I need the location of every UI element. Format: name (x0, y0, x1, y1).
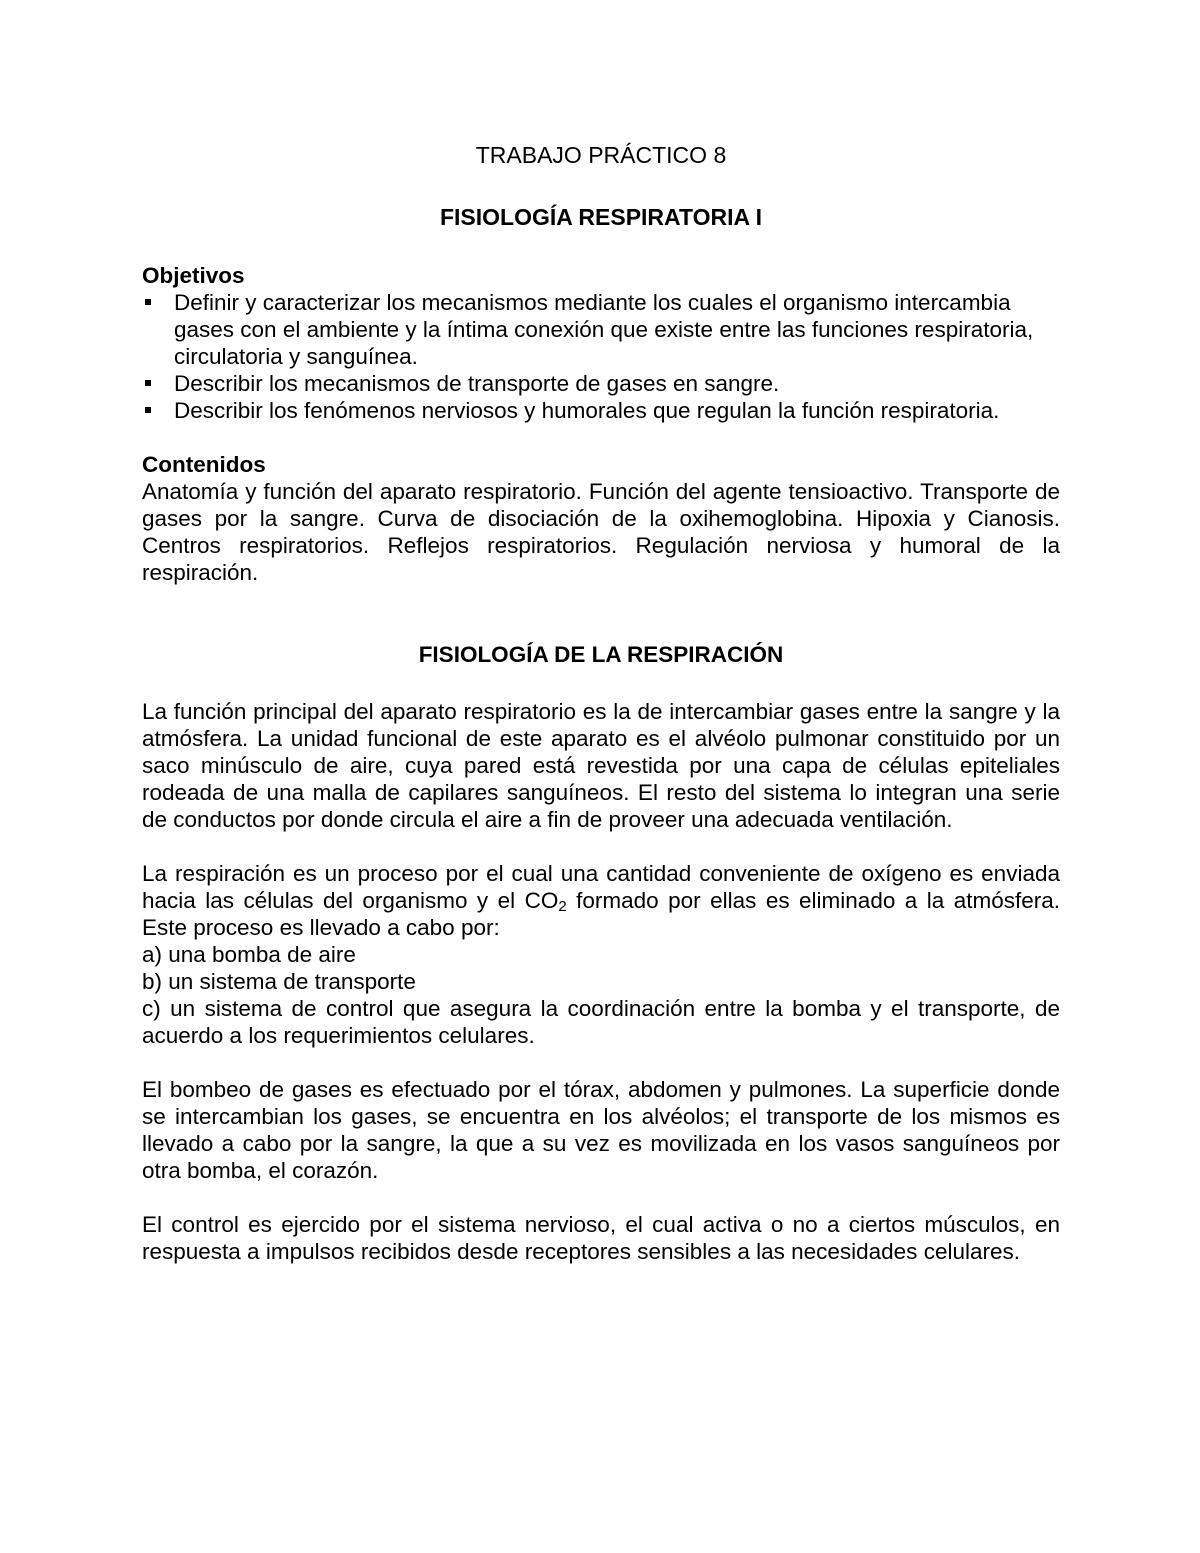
paragraph-funcion-principal: La función principal del aparato respiratorio es la de intercambiar gases entre la sangre y la atmósfera. La unidad funcional de este aparato es el alvéolo pulmonar constituido por un saco minúsculo de aire, cuya pared está revestida por una capa de células epiteliales rodeada de una malla de capilares sanguíneos. El resto del sistema lo integran una serie de conductos por donde circula el aire a fin de proveer una adecuada ventilación. (142, 699, 1060, 832)
section-title: FISIOLOGÍA DE LA RESPIRACIÓN (418, 642, 784, 667)
objetivos-heading: Objetivos (142, 263, 245, 288)
list-item: b) un sistema de transporte (142, 969, 416, 994)
paragraph-respiracion-part2: formado por ellas es eliminado a la atmósfera. Este proceso es llevado a cabo por: (142, 888, 1061, 940)
square-bullet-icon (145, 407, 151, 413)
paragraph-respiracion-part1: La respiración es un proceso por el cual una cantidad conveniente de oxígeno es enviada hacia las células del organismo y el CO (142, 861, 1060, 913)
square-bullet-icon (145, 299, 151, 305)
list-item: a) una bomba de aire (142, 942, 356, 967)
square-bullet-icon (145, 380, 151, 386)
paragraph-bombeo: El bombeo de gases es efectuado por el tórax, abdomen y pulmones. La superficie donde se intercambian los gases, se encuentra en los alvéolos; el transporte de los mismos es llevado a cabo por la sangre, la que a su vez es movilizada en los vasos sanguíneos por otra bomba, el corazón. (142, 1077, 1060, 1183)
paragraph-respiracion (142, 860, 1060, 941)
objetivo-text: Describir los fenómenos nerviosos y humorales que regulan la función respiratoria. (174, 398, 1000, 423)
list-item (142, 397, 1060, 424)
objetivo-text: Definir y caracterizar los mecanismos mediante los cuales el organismo intercambia gases con el ambiente y la íntima conexión que existe entre las funciones respiratoria, circulatoria y sanguínea. (174, 290, 1034, 369)
document-subtitle: FISIOLOGÍA RESPIRATORIA I (439, 204, 763, 230)
list-item (142, 370, 1060, 397)
objetivo-text: Describir los mecanismos de transporte de gases en sangre. (174, 371, 780, 396)
document-title: TRABAJO PRÁCTICO 8 (475, 142, 727, 168)
co2-subscript: 2 (558, 898, 567, 915)
contenidos-heading: Contenidos (142, 452, 266, 477)
contenidos-text: Anatomía y función del aparato respiratorio. Función del agente tensioactivo. Transporte de gases por la sangre. Curva de disociación de la oxihemoglobina. Hipoxia y Cianosis. Centros respiratorios. Reflejos respiratorios. Regulación nerviosa y humoral de la respiración. (142, 479, 1060, 585)
list-item: c) un sistema de control que asegura la coordinación entre la bomba y el transporte, de acuerdo a los requerimientos celulares. (142, 996, 1060, 1048)
document-page (142, 140, 1060, 1265)
paragraph-control: El control es ejercido por el sistema nervioso, el cual activa o no a ciertos músculos, en respuesta a impulsos recibidos desde receptores sensibles a las necesidades celulares. (142, 1212, 1060, 1264)
list-item (142, 289, 1060, 370)
objetivos-list (142, 289, 1060, 424)
